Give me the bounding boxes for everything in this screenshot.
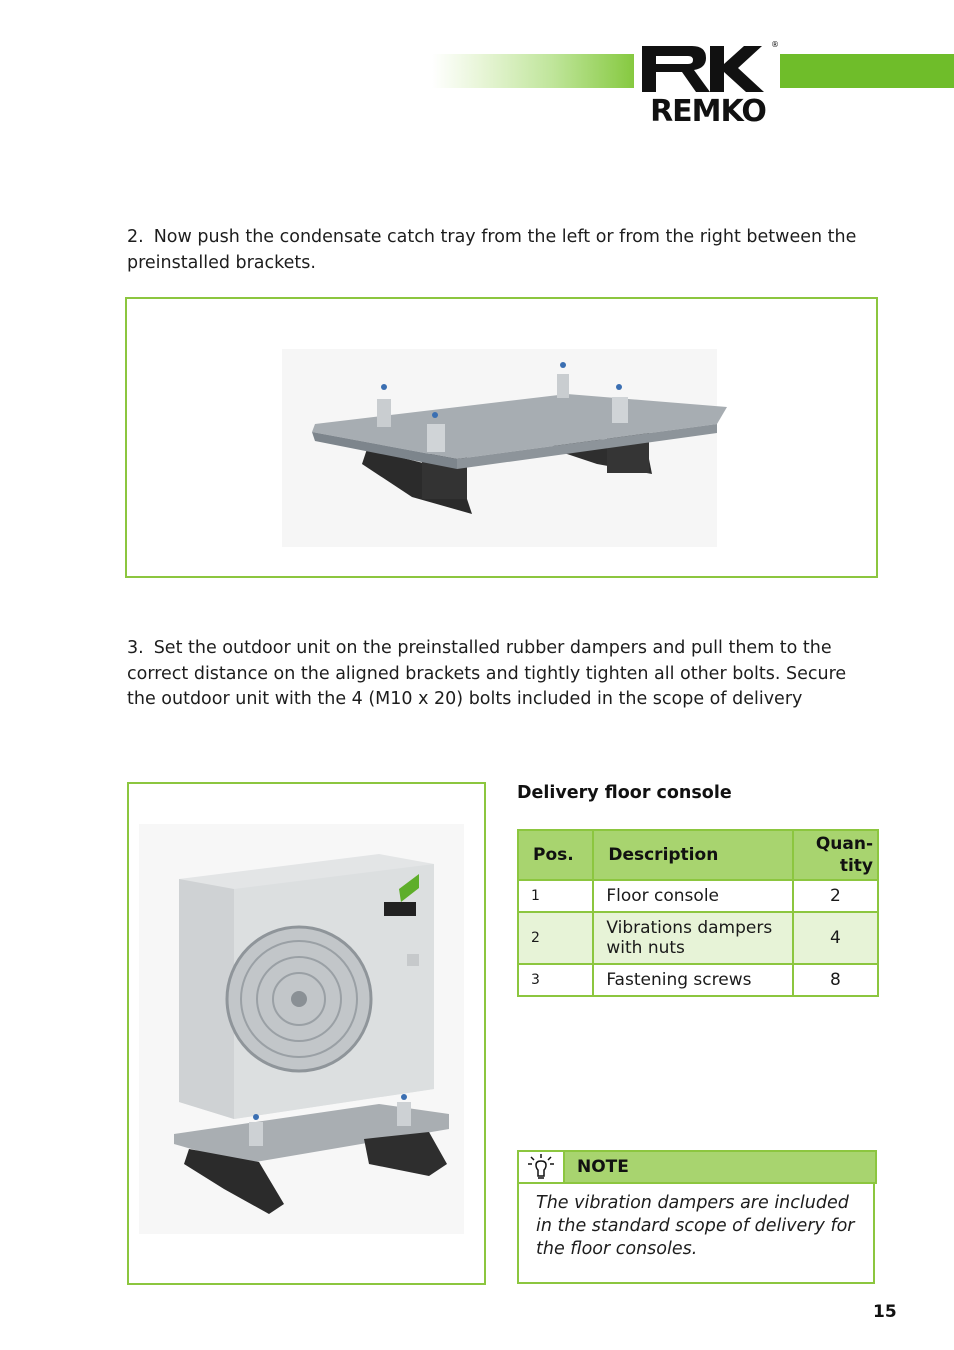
header-gradient-bar — [432, 54, 634, 88]
header-quantity-line1: Quan- — [815, 834, 873, 854]
step-3-text: Set the outdoor unit on the preinstalled rubber dampers and pull them to the correct distance on the aligned brackets and tightly tighten all other bolts. Secure the outdoor unit with the 4 (M10 x 20) bolts included in the scope of delivery — [127, 638, 847, 709]
step-3-paragraph — [127, 636, 877, 713]
step-2-text: Now push the condensate catch tray from the left or from the right between the preinstalled brackets. — [127, 227, 857, 273]
step-3-number: 3. — [127, 638, 144, 658]
note-label: NOTE — [577, 1157, 629, 1177]
table-header-row — [518, 830, 878, 880]
table-row — [518, 912, 878, 964]
remko-logo-text: REMKO — [650, 94, 766, 129]
step-2-number: 2. — [127, 227, 144, 247]
delivery-table — [517, 829, 879, 997]
row-3-quantity: 8 — [793, 964, 878, 996]
note-text — [536, 1192, 866, 1261]
note-icon-cell — [519, 1152, 565, 1182]
row-3-description: Fastening screws — [593, 964, 792, 996]
header-description: Description — [593, 830, 792, 880]
header-pos: Pos. — [518, 830, 593, 880]
row-2-description-line2: with nuts — [606, 938, 685, 958]
table-row — [518, 964, 878, 996]
note-header — [517, 1150, 877, 1184]
table-row — [518, 880, 878, 912]
header-quantity-line2: tity — [839, 856, 873, 876]
figure-outdoor-unit — [127, 782, 486, 1285]
note-line-1: The vibration dampers are included — [536, 1193, 849, 1213]
floor-console-illustration — [127, 299, 876, 576]
remko-logo-mark — [640, 42, 776, 96]
note-body — [517, 1182, 875, 1284]
row-2-quantity: 4 — [793, 912, 878, 964]
row-2-description — [593, 912, 792, 964]
note-line-3: the floor consoles. — [536, 1239, 698, 1259]
page-number: 15 — [873, 1302, 897, 1322]
row-2-description-line1: Vibrations dampers — [606, 918, 773, 938]
delivery-title: Delivery floor console — [517, 783, 732, 803]
note-line-2: in the standard scope of delivery for — [536, 1216, 855, 1236]
row-3-pos: 3 — [518, 964, 593, 996]
figure-floor-console — [125, 297, 878, 578]
row-1-pos: 1 — [518, 880, 593, 912]
header-quantity — [793, 830, 878, 880]
row-2-pos: 2 — [518, 912, 593, 964]
registered-mark: ® — [771, 40, 779, 49]
row-1-quantity: 2 — [793, 880, 878, 912]
outdoor-unit-illustration — [129, 784, 484, 1283]
row-1-description: Floor console — [593, 880, 792, 912]
lightbulb-icon — [519, 1152, 563, 1182]
step-2-paragraph — [127, 225, 887, 276]
